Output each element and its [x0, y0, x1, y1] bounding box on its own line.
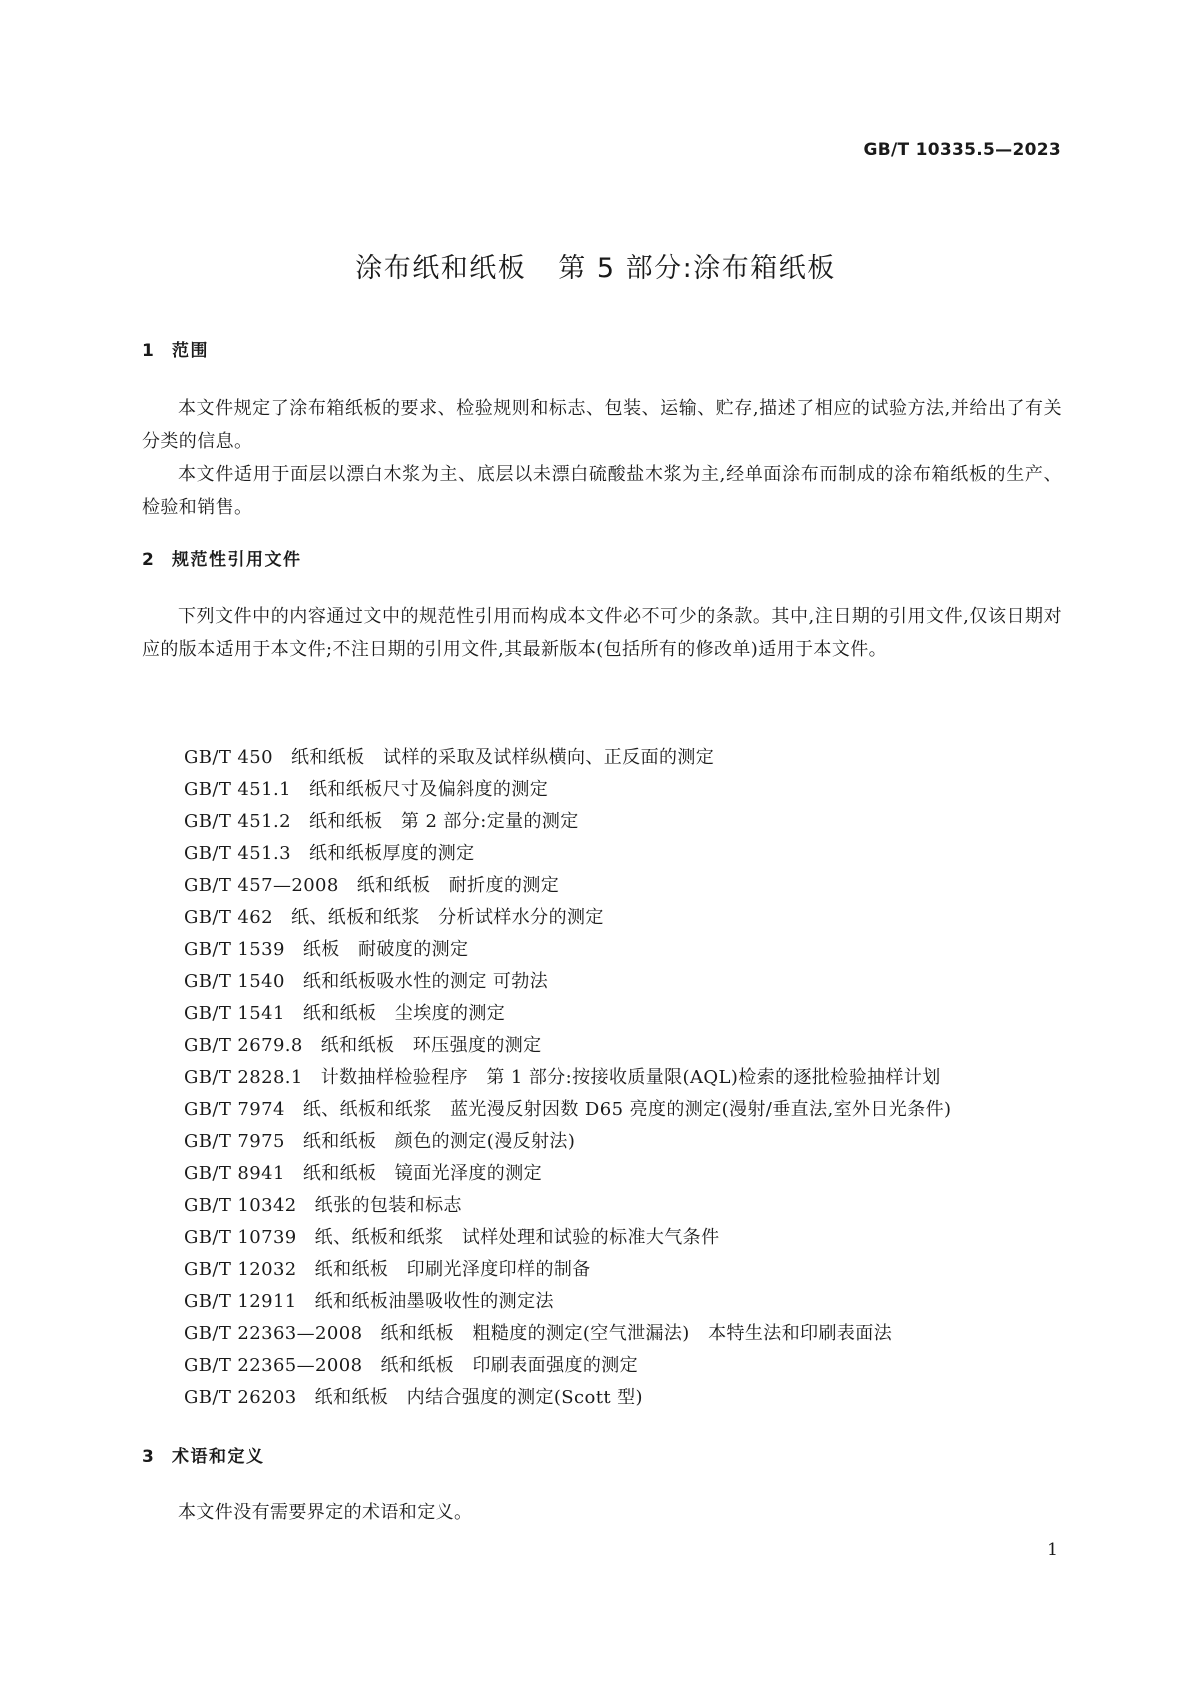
section-3-heading — [142, 1442, 265, 1467]
reference-item — [184, 998, 951, 1030]
reference-item — [184, 902, 951, 934]
reference-title: 纸和纸板 尘埃度的测定 — [302, 1003, 506, 1024]
reference-title: 纸和纸板尺寸及偏斜度的测定 — [308, 779, 549, 800]
section-number: 2 — [142, 550, 156, 570]
reference-item — [184, 966, 951, 998]
reference-item — [184, 1190, 951, 1222]
reference-title: 纸和纸板 印刷光泽度印样的制备 — [314, 1259, 591, 1280]
reference-code: GB/T 2828.1 — [184, 1067, 303, 1088]
reference-code: GB/T 8941 — [184, 1163, 285, 1184]
reference-item — [184, 1030, 951, 1062]
reference-title: 纸和纸板 试样的采取及试样纵横向、正反面的测定 — [290, 747, 715, 768]
reference-code: GB/T 12911 — [184, 1291, 297, 1312]
title-main: 涂布纸和纸板 — [355, 253, 527, 284]
reference-title: 纸和纸板 环压强度的测定 — [320, 1035, 542, 1056]
reference-code: GB/T 2679.8 — [184, 1035, 303, 1056]
reference-code: GB/T 7975 — [184, 1131, 285, 1152]
reference-item — [184, 934, 951, 966]
reference-title: 纸和纸板 颜色的测定(漫反射法) — [302, 1131, 576, 1152]
reference-code: GB/T 22363—2008 — [184, 1323, 363, 1344]
reference-item — [184, 1350, 951, 1382]
reference-code: GB/T 26203 — [184, 1387, 297, 1408]
reference-title: 纸、纸板和纸浆 试样处理和试验的标准大气条件 — [314, 1227, 720, 1248]
reference-item — [184, 870, 951, 902]
reference-title: 纸和纸板 第 2 部分:定量的测定 — [308, 811, 579, 832]
reference-item — [184, 1382, 951, 1414]
reference-code: GB/T 451.3 — [184, 843, 291, 864]
reference-title: 纸和纸板 镜面光泽度的测定 — [302, 1163, 543, 1184]
reference-title: 纸和纸板吸水性的测定 可勃法 — [302, 971, 549, 992]
reference-code: GB/T 462 — [184, 907, 273, 928]
reference-code: GB/T 1539 — [184, 939, 285, 960]
normative-references-list — [184, 742, 951, 1414]
reference-title: 纸和纸板 粗糙度的测定(空气泄漏法) 本特生法和印刷表面法 — [380, 1323, 893, 1344]
reference-item — [184, 838, 951, 870]
reference-title: 纸和纸板厚度的测定 — [308, 843, 475, 864]
reference-code: GB/T 450 — [184, 747, 273, 768]
reference-code: GB/T 451.2 — [184, 811, 291, 832]
section-number: 1 — [142, 341, 156, 361]
reference-title: 纸和纸板 内结合强度的测定(Scott 型) — [314, 1387, 643, 1408]
standard-number: GB/T 10335.5—2023 — [863, 140, 1061, 160]
reference-title: 纸、纸板和纸浆 蓝光漫反射因数 D65 亮度的测定(漫射/垂直法,室外日光条件) — [302, 1099, 952, 1120]
title-part: 第 5 部分:涂布箱纸板 — [558, 253, 836, 284]
reference-title: 纸和纸板 耐折度的测定 — [356, 875, 560, 896]
reference-code: GB/T 10739 — [184, 1227, 297, 1248]
section-3-paragraph-1: 本文件没有需要界定的术语和定义。 — [178, 1502, 473, 1523]
reference-item — [184, 1094, 951, 1126]
reference-item — [184, 742, 951, 774]
reference-item — [184, 1158, 951, 1190]
section-title: 术语和定义 — [172, 1447, 265, 1467]
section-2-paragraph-1: 下列文件中的内容通过文中的规范性引用而构成本文件必不可少的条款。其中,注日期的引用文件,仅该日期对应的版本适用于本文件;不注日期的引用文件,其最新版本(包括所有的修改单)适用于本文件。 — [142, 606, 1062, 660]
section-title: 范围 — [172, 341, 209, 361]
reference-title: 纸和纸板油墨吸收性的测定法 — [314, 1291, 554, 1312]
reference-code: GB/T 451.1 — [184, 779, 291, 800]
reference-code: GB/T 457—2008 — [184, 875, 339, 896]
reference-item — [184, 1254, 951, 1286]
reference-item — [184, 1062, 951, 1094]
reference-title: 纸板 耐破度的测定 — [302, 939, 469, 960]
reference-title: 纸张的包装和标志 — [314, 1195, 462, 1216]
reference-item — [184, 1222, 951, 1254]
section-1-paragraph-2: 本文件适用于面层以漂白木浆为主、底层以未漂白硫酸盐木浆为主,经单面涂布而制成的涂布箱纸板的生产、检验和销售。 — [142, 464, 1062, 518]
reference-item — [184, 774, 951, 806]
reference-code: GB/T 10342 — [184, 1195, 297, 1216]
reference-code: GB/T 1540 — [184, 971, 285, 992]
reference-code: GB/T 12032 — [184, 1259, 297, 1280]
section-number: 3 — [142, 1447, 156, 1467]
section-2-heading — [142, 545, 302, 570]
reference-title: 计数抽样检验程序 第 1 部分:按接收质量限(AQL)检索的逐批检验抽样计划 — [320, 1067, 941, 1088]
reference-code: GB/T 22365—2008 — [184, 1355, 363, 1376]
section-1-heading — [142, 336, 209, 361]
reference-title: 纸、纸板和纸浆 分析试样水分的测定 — [290, 907, 604, 928]
document-title — [0, 246, 1191, 285]
reference-item — [184, 1318, 951, 1350]
reference-code: GB/T 1541 — [184, 1003, 285, 1024]
section-1-paragraph-1: 本文件规定了涂布箱纸板的要求、检验规则和标志、包装、运输、贮存,描述了相应的试验方法,并给出了有关分类的信息。 — [142, 398, 1062, 452]
reference-item — [184, 1286, 951, 1318]
reference-item — [184, 806, 951, 838]
page-number: 1 — [1047, 1540, 1058, 1560]
reference-item — [184, 1126, 951, 1158]
reference-title: 纸和纸板 印刷表面强度的测定 — [380, 1355, 639, 1376]
section-title: 规范性引用文件 — [172, 550, 302, 570]
reference-code: GB/T 7974 — [184, 1099, 285, 1120]
